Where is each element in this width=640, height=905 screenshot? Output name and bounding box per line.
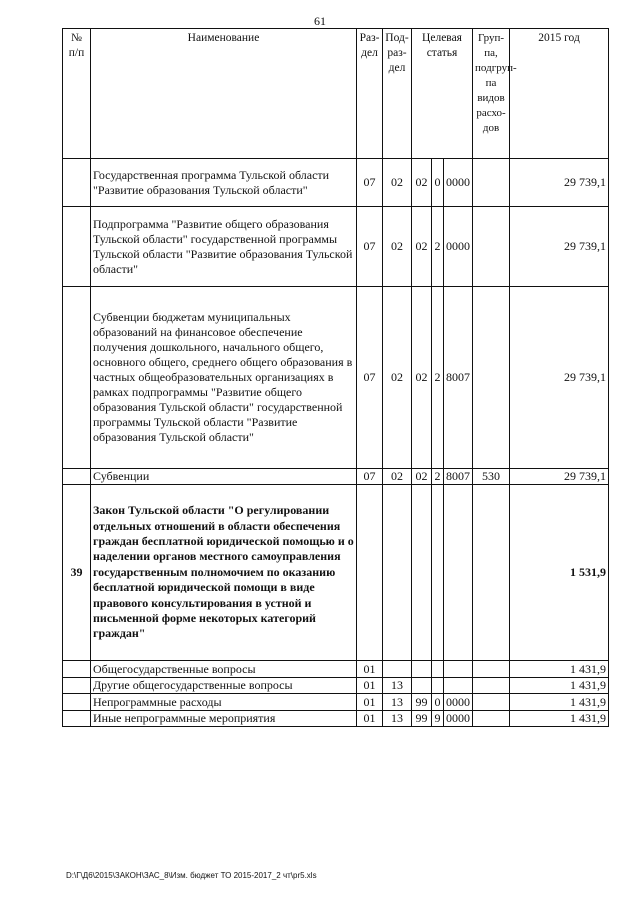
table-row <box>63 694 609 711</box>
row-section: 07 <box>357 207 383 287</box>
row-subsection: 13 <box>383 711 412 727</box>
header-num: № п/п <box>63 29 91 159</box>
row-num <box>63 159 91 207</box>
table-row <box>63 485 609 661</box>
row-section: 01 <box>357 678 383 694</box>
row-target-program: 02 <box>412 469 432 485</box>
table-row <box>63 159 609 207</box>
row-subsection: 02 <box>383 287 412 469</box>
row-amount: 29 739,1 <box>510 469 609 485</box>
row-expense-group <box>473 159 510 207</box>
table-row <box>63 287 609 469</box>
row-section: 01 <box>357 661 383 678</box>
row-name: Другие общегосударственные вопросы <box>91 678 357 694</box>
row-subsection <box>383 661 412 678</box>
header-group: Груп- па, подгруп- па видов расхо- дов <box>473 29 510 159</box>
row-amount: 29 739,1 <box>510 159 609 207</box>
table-row <box>63 469 609 485</box>
row-target-code <box>444 661 473 678</box>
row-target-program: 02 <box>412 159 432 207</box>
row-target-subprogram <box>432 678 444 694</box>
row-num <box>63 678 91 694</box>
row-target-subprogram: 2 <box>432 207 444 287</box>
row-amount: 1 431,9 <box>510 678 609 694</box>
table-row <box>63 678 609 694</box>
table-header-row <box>63 29 609 159</box>
row-target-program <box>412 661 432 678</box>
row-name: Подпрограмма "Развитие общего образования Тульской области" государственной программы Тульской области "Развитие образования Тульской области" <box>91 207 357 287</box>
row-expense-group <box>473 287 510 469</box>
row-target-code: 0000 <box>444 159 473 207</box>
header-name: Наименование <box>91 29 357 159</box>
row-amount: 29 739,1 <box>510 287 609 469</box>
table-row <box>63 207 609 287</box>
row-target-subprogram <box>432 661 444 678</box>
budget-table <box>62 28 609 727</box>
row-amount: 1 431,9 <box>510 661 609 678</box>
row-amount: 1 431,9 <box>510 711 609 727</box>
row-expense-group <box>473 678 510 694</box>
row-target-subprogram: 2 <box>432 287 444 469</box>
header-target: Целевая статья <box>412 29 473 159</box>
row-name: Закон Тульской области "О регулировании отдельных отношений в области обеспечения граждан бесплатной юридической помощью и о наделении органов местного самоуправления государственным полномочием по оказанию бесплатной юридической помощи в виде правового консультирования в устной и письменной форме некоторых категорий граждан" <box>91 485 357 661</box>
row-section: 01 <box>357 694 383 711</box>
row-target-program: 02 <box>412 207 432 287</box>
row-section: 07 <box>357 287 383 469</box>
table-row <box>63 661 609 678</box>
row-num <box>63 711 91 727</box>
row-amount: 29 739,1 <box>510 207 609 287</box>
header-subsection: Под- раз- дел <box>383 29 412 159</box>
row-section: 07 <box>357 159 383 207</box>
row-target-code <box>444 678 473 694</box>
row-num <box>63 469 91 485</box>
row-amount: 1 431,9 <box>510 694 609 711</box>
row-target-subprogram: 9 <box>432 711 444 727</box>
row-target-code: 8007 <box>444 469 473 485</box>
header-section: Раз- дел <box>357 29 383 159</box>
row-name: Субвенции <box>91 469 357 485</box>
row-name: Государственная программа Тульской области "Развитие образования Тульской области" <box>91 159 357 207</box>
row-target-program: 99 <box>412 694 432 711</box>
row-target-code <box>444 485 473 661</box>
row-subsection: 02 <box>383 207 412 287</box>
row-subsection: 13 <box>383 694 412 711</box>
row-subsection: 13 <box>383 678 412 694</box>
row-section: 07 <box>357 469 383 485</box>
row-num <box>63 207 91 287</box>
row-name: Иные непрограммные мероприятия <box>91 711 357 727</box>
row-subsection: 02 <box>383 159 412 207</box>
row-subsection: 02 <box>383 469 412 485</box>
row-name: Общегосударственные вопросы <box>91 661 357 678</box>
row-target-code: 8007 <box>444 287 473 469</box>
row-expense-group <box>473 711 510 727</box>
row-target-program: 02 <box>412 287 432 469</box>
row-section: 01 <box>357 711 383 727</box>
row-target-code: 0000 <box>444 711 473 727</box>
row-amount: 1 531,9 <box>510 485 609 661</box>
row-target-code: 0000 <box>444 207 473 287</box>
page-number: 61 <box>314 14 326 28</box>
row-target-code: 0000 <box>444 694 473 711</box>
row-subsection <box>383 485 412 661</box>
row-section <box>357 485 383 661</box>
row-num <box>63 694 91 711</box>
row-num: 39 <box>63 485 91 661</box>
table-row <box>63 711 609 727</box>
row-name: Субвенции бюджетам муниципальных образований на финансовое обеспечение получения дошкольного, начального общего, основного общего, среднего общего образования в частных общеобразовательных организациях в рамках подпрограммы "Развитие общего образования Тульской области" государственной программы Тульской области "Развитие образования Тульской области" <box>91 287 357 469</box>
row-num <box>63 661 91 678</box>
header-year: 2015 год <box>510 29 609 159</box>
row-expense-group <box>473 207 510 287</box>
row-name: Непрограммные расходы <box>91 694 357 711</box>
row-num <box>63 287 91 469</box>
row-expense-group <box>473 485 510 661</box>
row-target-subprogram: 2 <box>432 469 444 485</box>
row-expense-group <box>473 694 510 711</box>
row-target-subprogram: 0 <box>432 159 444 207</box>
row-target-program <box>412 485 432 661</box>
row-expense-group: 530 <box>473 469 510 485</box>
row-target-program <box>412 678 432 694</box>
row-target-program: 99 <box>412 711 432 727</box>
footer-file-path: D:\Г\Д6\2015\ЗАКОН\ЗАС_8\Изм. бюджет ТО 2015-2017_2 чт\pr5.xls <box>66 871 317 880</box>
row-target-subprogram: 0 <box>432 694 444 711</box>
row-expense-group <box>473 661 510 678</box>
row-target-subprogram <box>432 485 444 661</box>
